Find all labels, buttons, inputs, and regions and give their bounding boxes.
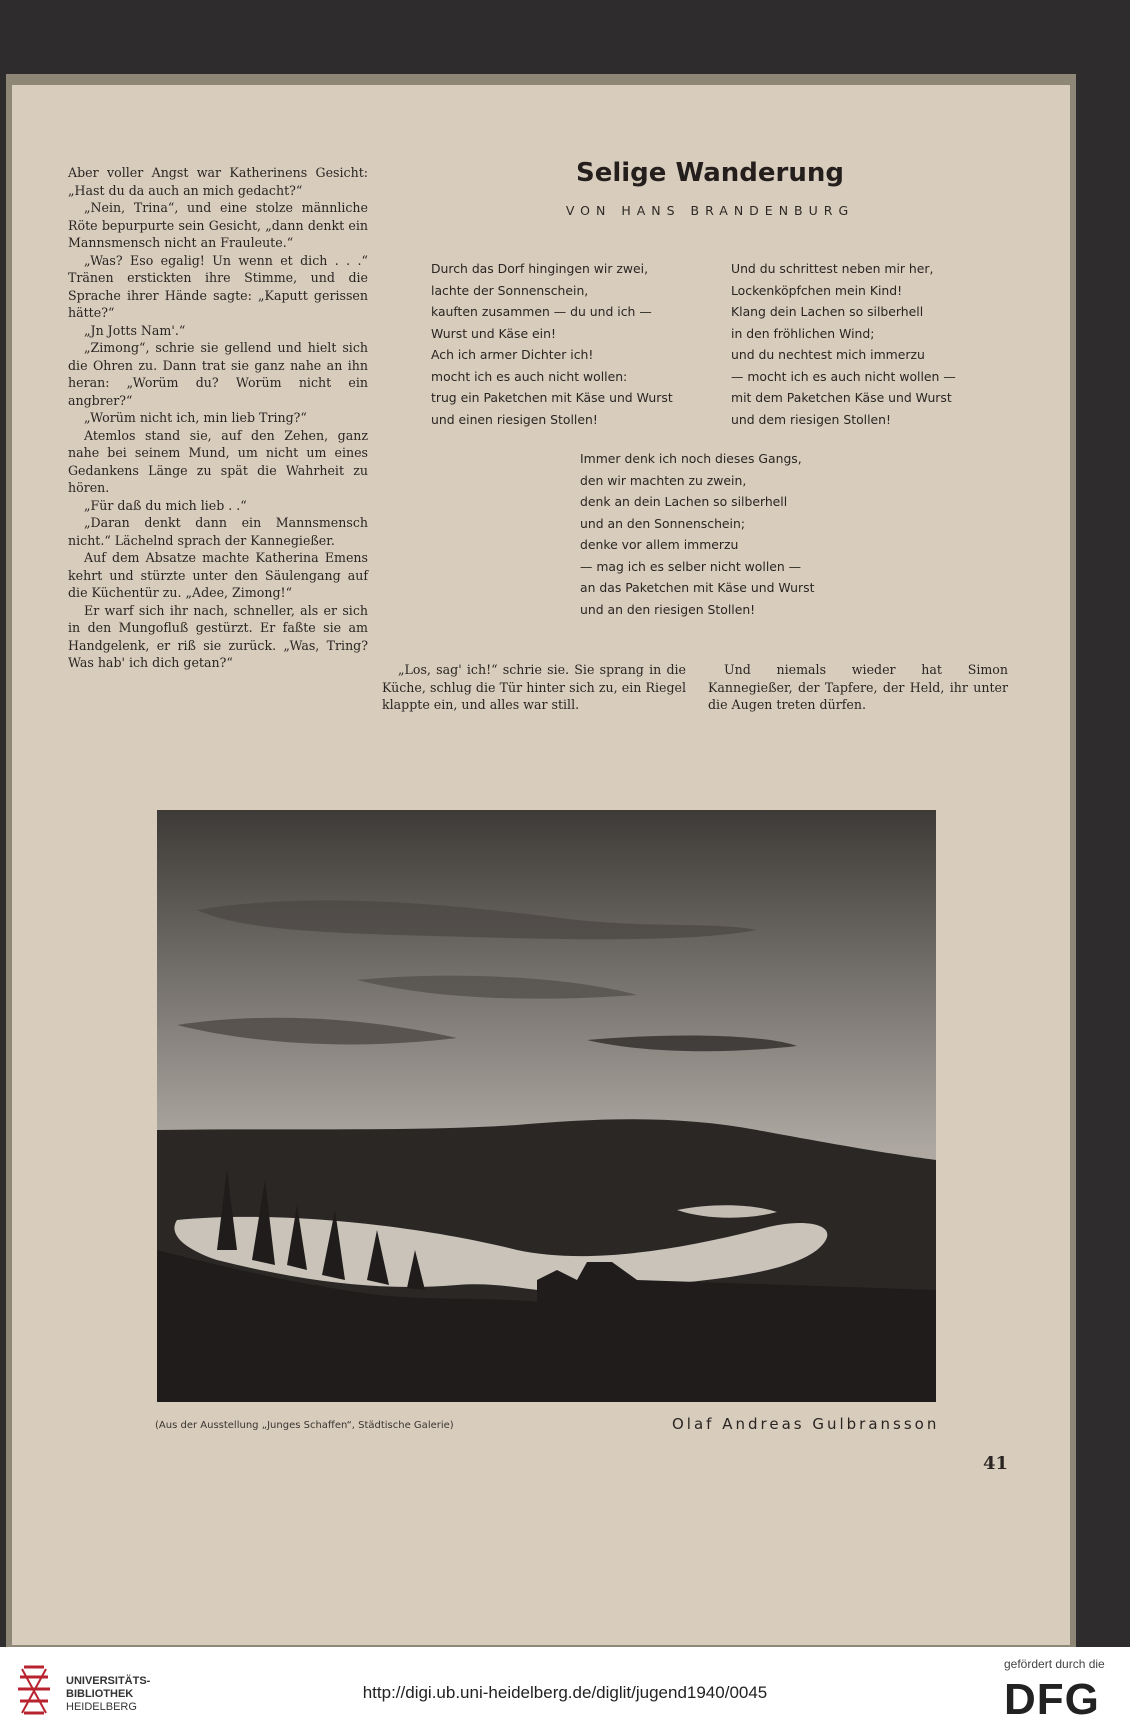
- verse-line: — mocht ich es auch nicht wollen —: [731, 368, 956, 384]
- verse-line: den wir machten zu zwein,: [580, 472, 747, 488]
- verse-line: in den fröhlichen Wind;: [731, 325, 875, 341]
- verse-line: mocht ich es auch nicht wollen:: [431, 368, 628, 384]
- verse-line: Klang dein Lachen so silberhell: [731, 304, 924, 319]
- paragraph: Atemlos stand sie, auf den Zehen, ganz nahe bei seinem Mund, um nicht um eines Gedankens Länge zu spät die Wahrheit zu hören.: [68, 427, 368, 495]
- verse-line: Ach ich armer Dichter ich!: [431, 347, 594, 362]
- verse-line: Lockenköpfchen mein Kind!: [731, 282, 903, 298]
- poem-stanza-3: [580, 448, 814, 620]
- verse-line: kauften zusammen — du und ich —: [431, 304, 652, 319]
- page-number: 41: [983, 1453, 1009, 1474]
- library-name-line: BIBLIOTHEK: [66, 1688, 134, 1700]
- verse-line: und einen riesigen Stollen!: [431, 411, 598, 427]
- paragraph: „Für daß du mich lieb . .“: [84, 497, 247, 513]
- paragraph: „Was? Eso egalig! Un wenn et dich . . .“ Tränen erstickten ihre Stimme, und die Sprache ihrer Hände sagte: „Kaputt gerissen hätte?“: [68, 252, 368, 320]
- paragraph: Er warf sich ihr nach, schneller, als er sich in den Mungofluß gestürzt. Er faßte sie am Handgelenk, er riß sie zurück. „Was, Tring? Was hab' ich dich getan?“: [68, 602, 368, 670]
- paragraph: Auf dem Absatze machte Katherina Emens kehrt und stürzte unter den Säulengang auf die Küchentür zu. „Adee, Zimong!“: [68, 550, 368, 600]
- verse-line: und dem riesigen Stollen!: [731, 411, 891, 427]
- verse-line: und du nechtest mich immerzu: [731, 347, 925, 362]
- poem-author: VON HANS BRANDENBURG: [565, 203, 855, 218]
- story-continuation-middle: „Los, sag' ich!“ schrie sie. Sie sprang in die Küche, schlug die Tür hinter sich zu, ein Riegel klappte ein, und alles war still.: [382, 662, 686, 712]
- story-continuation-right: Und niemals wieder hat Simon Kannegießer, der Tapfere, der Held, ihr unter die Augen treten dürfen.: [708, 662, 1008, 712]
- verse-line: Wurst und Käse ein!: [431, 325, 556, 341]
- verse-line: mit dem Paketchen Käse und Wurst: [731, 390, 952, 405]
- verse-line: Durch das Dorf hingingen wir zwei,: [431, 261, 649, 276]
- funding-note: gefördert durch die: [1004, 1657, 1105, 1671]
- paragraph: „Nein, Trina“, und eine stolze männliche Röte bepurpurte sein Gesicht, „dann denkt ein Mannsmensch nicht an Frauleute.“: [68, 200, 368, 250]
- paragraph: „Zimong“, schrie sie gellend und hielt sich die Ohren zu. Dann trat sie ganz nahe an ihn heran: „Worüm du? Worüm nicht ein angbrer?“: [68, 340, 368, 408]
- poem-stanza-2: [731, 258, 956, 430]
- digitization-footer: [0, 1647, 1130, 1733]
- verse-line: denk an dein Lachen so silberhell: [580, 494, 788, 509]
- verse-line: und an den riesigen Stollen!: [580, 601, 756, 617]
- library-name-line: UNIVERSITÄTS-: [66, 1675, 151, 1687]
- image-caption: (Aus der Ausstellung „Junges Schaffen“, Städtische Galerie): [155, 1420, 454, 1431]
- paragraph: Aber voller Angst war Katherinens Gesicht: „Hast du da auch an mich gedacht?“: [68, 165, 368, 198]
- paragraph: „Jn Jotts Nam'.“: [84, 322, 186, 338]
- verse-line: denke vor allem immerzu: [580, 537, 739, 552]
- paragraph: „Worüm nicht ich, min lieb Tring?“: [84, 410, 307, 425]
- left-column-text: [68, 164, 368, 672]
- artist-credit: Olaf Andreas Gulbransson: [672, 1415, 940, 1433]
- landscape-painting: [157, 810, 936, 1402]
- verse-line: — mag ich es selber nicht wollen —: [580, 558, 802, 574]
- poem-title: Selige Wanderung: [576, 158, 844, 188]
- dfg-logo[interactable]: DFG: [1004, 1675, 1100, 1724]
- verse-line: Immer denk ich noch dieses Gangs,: [580, 451, 802, 466]
- verse-line: und an den Sonnenschein;: [580, 515, 746, 531]
- verse-line: Und du schrittest neben mir her,: [731, 261, 934, 276]
- paragraph: „Daran denkt dann ein Mannsmensch nicht.“ Lächelnd sprach der Kannegießer.: [68, 515, 368, 548]
- verse-line: an das Paketchen mit Käse und Wurst: [580, 580, 815, 595]
- verse-line: lachte der Sonnenschein,: [431, 282, 589, 298]
- poem-stanza-1: [431, 258, 673, 430]
- library-name-line: HEIDELBERG: [66, 1701, 137, 1713]
- verse-line: trug ein Paketchen mit Käse und Wurst: [431, 390, 673, 405]
- permalink-url[interactable]: http://digi.ub.uni-heidelberg.de/diglit/jugend1940/0045: [362, 1683, 768, 1702]
